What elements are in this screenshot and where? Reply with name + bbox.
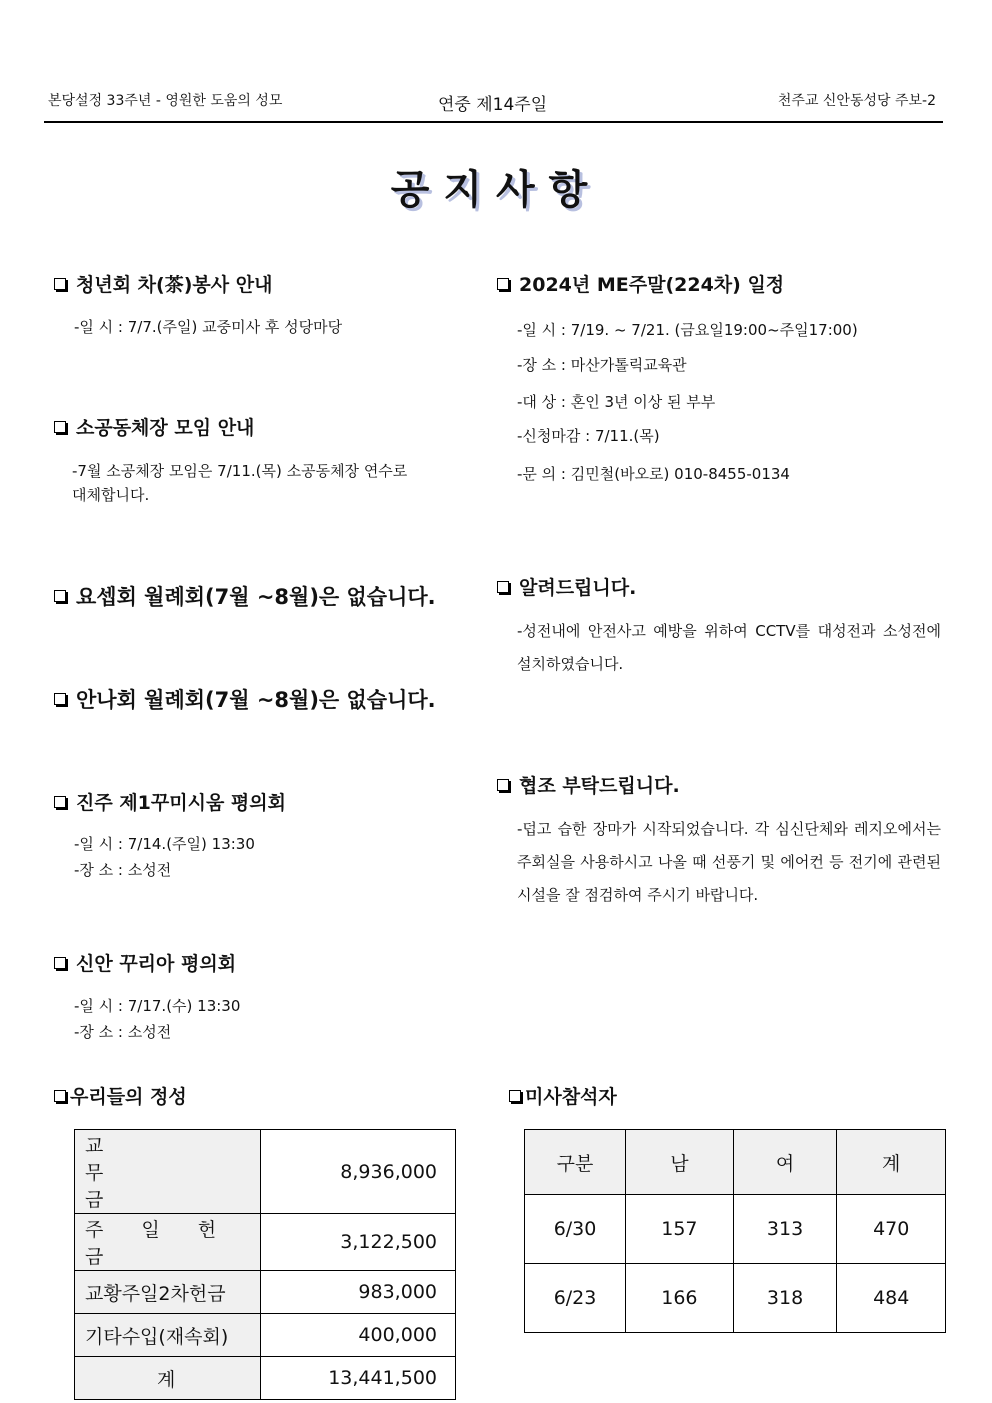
offering-label: 교 무 금	[75, 1130, 261, 1214]
offering-value: 8,936,000	[261, 1130, 456, 1214]
section-title: 우리들의 정성	[70, 1086, 187, 1108]
section-anna	[54, 684, 436, 714]
table-row	[75, 1314, 456, 1357]
section-title: 진주 제1꾸미시움 평의회	[76, 792, 286, 814]
attendance-header: 구분	[525, 1130, 626, 1195]
notice-text: -성전내에 안전사고 예방을 위하여 CCTV를 대성전과 소성전에 설치하였습니다.	[517, 622, 941, 673]
small-community-line-1: -7월 소공체장 모임은 7/11.(목) 소공동체장 연수로	[72, 462, 408, 480]
offering-label: 기타수입(재속회)	[75, 1314, 261, 1357]
me-weekend-line-3: -대 상 : 혼인 3년 이상 된 부부	[517, 393, 716, 411]
section-small-community	[54, 413, 254, 440]
checkbox-icon	[54, 957, 66, 969]
table-row	[525, 1264, 946, 1333]
attendance-heading	[509, 1082, 617, 1109]
offering-value: 983,000	[261, 1271, 456, 1314]
attendance-cell: 6/30	[525, 1195, 626, 1264]
small-community-line-2: 대체합니다.	[72, 486, 150, 504]
section-title: 안나회 월례회(7월 ~8월)은 없습니다.	[76, 688, 436, 712]
table-row	[525, 1195, 946, 1264]
section-sinan	[54, 949, 236, 976]
table-header-row	[525, 1130, 946, 1195]
youth-tea-line-1: -일 시 : 7/7.(주일) 교중미사 후 성당마당	[74, 318, 343, 336]
section-title: 청년회 차(茶)봉사 안내	[76, 274, 273, 296]
offering-label: 교황주일2차헌금	[75, 1271, 261, 1314]
section-request	[497, 771, 680, 798]
attendance-header: 남	[626, 1130, 734, 1195]
section-title: 소공동체장 모임 안내	[76, 417, 255, 439]
attendance-header: 계	[837, 1130, 946, 1195]
sinan-line-2: -장 소 : 소성전	[74, 1023, 172, 1041]
page-title: 공지사항	[390, 167, 602, 213]
checkbox-icon	[54, 1090, 66, 1102]
section-title: 요셉회 월례회(7월 ~8월)은 없습니다.	[76, 585, 436, 609]
attendance-table	[524, 1129, 946, 1333]
header-center: 연중 제14주일	[438, 95, 548, 115]
section-joseph	[54, 581, 436, 611]
section-jinju	[54, 788, 286, 815]
table-row	[75, 1357, 456, 1400]
me-weekend-line-4: -신청마감 : 7/11.(목)	[517, 427, 660, 445]
section-title: 신안 꾸리아 평의회	[76, 953, 237, 975]
offerings-heading	[54, 1082, 187, 1109]
checkbox-icon	[54, 590, 66, 602]
jinju-line-2: -장 소 : 소성전	[74, 861, 172, 879]
attendance-cell: 484	[837, 1264, 946, 1333]
offerings-table	[74, 1129, 456, 1400]
section-notice	[497, 573, 636, 600]
attendance-cell: 318	[733, 1264, 837, 1333]
attendance-cell: 166	[626, 1264, 734, 1333]
section-me-weekend	[497, 270, 784, 297]
sinan-line-1: -일 시 : 7/17.(수) 13:30	[74, 997, 241, 1015]
checkbox-icon	[54, 421, 66, 433]
offering-label: 주 일 헌 금	[75, 1214, 261, 1271]
section-title: 알려드립니다.	[519, 577, 637, 599]
offering-value: 3,122,500	[261, 1214, 456, 1271]
attendance-header: 여	[733, 1130, 837, 1195]
checkbox-icon	[54, 693, 66, 705]
header-left: 본당설정 33주년 - 영원한 도움의 성모	[48, 93, 283, 109]
offering-value: 13,441,500	[261, 1357, 456, 1400]
section-title: 2024년 ME주말(224차) 일정	[519, 274, 785, 296]
checkbox-icon	[497, 278, 509, 290]
attendance-cell: 6/23	[525, 1264, 626, 1333]
attendance-cell: 157	[626, 1195, 734, 1264]
checkbox-icon	[509, 1090, 521, 1102]
offering-label: 계	[75, 1357, 261, 1400]
checkbox-icon	[54, 278, 66, 290]
table-row	[75, 1130, 456, 1214]
me-weekend-line-5: -문 의 : 김민철(바오로) 010-8455-0134	[517, 465, 790, 483]
attendance-cell: 313	[733, 1195, 837, 1264]
jinju-line-1: -일 시 : 7/14.(주일) 13:30	[74, 835, 255, 853]
header-right: 천주교 신안동성당 주보-2	[777, 93, 936, 109]
section-youth-tea	[54, 270, 272, 297]
me-weekend-line-2: -장 소 : 마산가톨릭교육관	[517, 356, 687, 374]
me-weekend-line-1: -일 시 : 7/19. ~ 7/21. (금요일19:00~주일17:00)	[517, 321, 858, 339]
checkbox-icon	[54, 796, 66, 808]
offering-value: 400,000	[261, 1314, 456, 1357]
section-title: 협조 부탁드립니다.	[519, 775, 680, 797]
attendance-cell: 470	[837, 1195, 946, 1264]
section-title: 미사참석자	[525, 1086, 617, 1108]
checkbox-icon	[497, 779, 509, 791]
checkbox-icon	[497, 581, 509, 593]
table-row	[75, 1271, 456, 1314]
request-text: -덥고 습한 장마가 시작되었습니다. 각 심신단체와 레지오에서는 주회실을 사용하시고 나올 때 선풍기 및 에어컨 등 전기에 관련된 시설을 잘 점검하여 주시기 바랍니다.	[517, 820, 941, 904]
header-rule	[44, 121, 943, 123]
table-row	[75, 1214, 456, 1271]
